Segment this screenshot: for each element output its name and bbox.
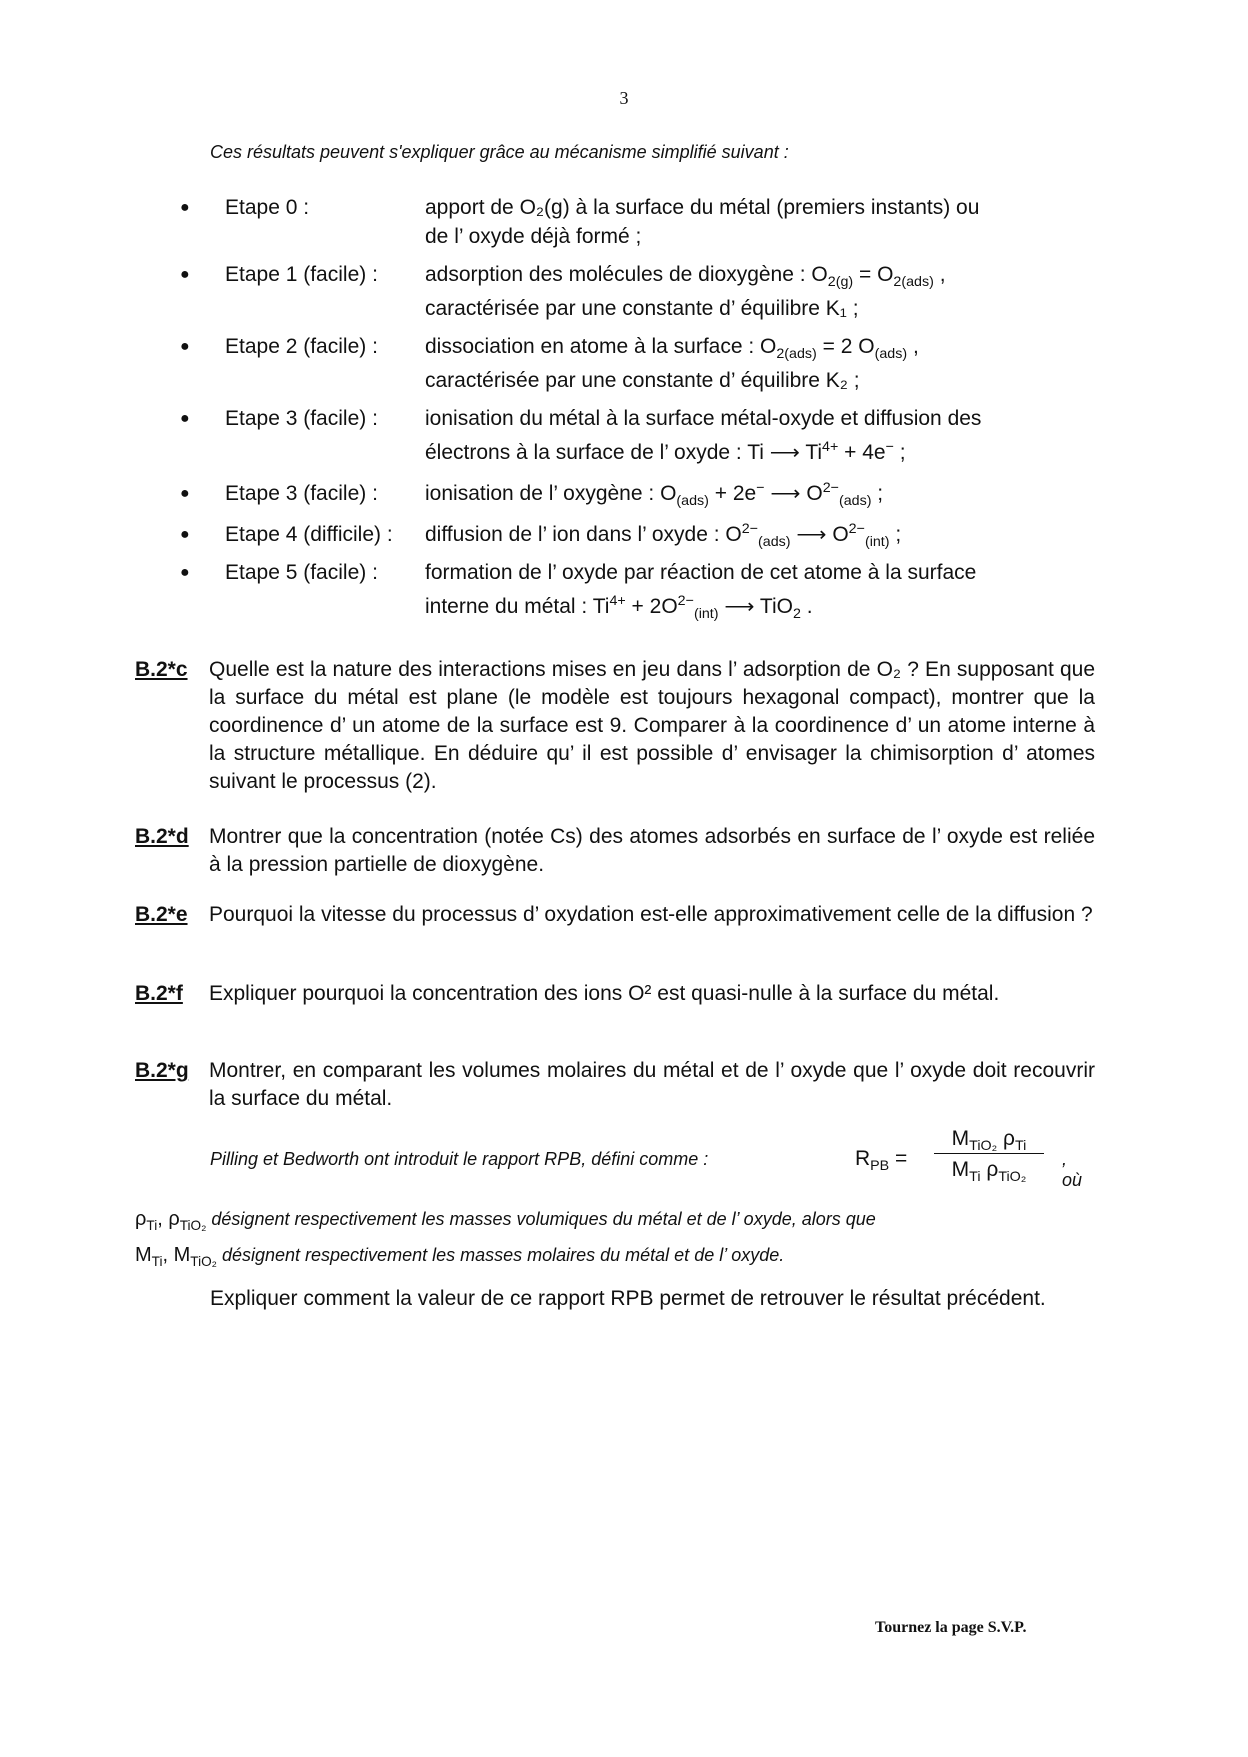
definition-text: désignent respectivement les masses molaires du métal et de l’ oxyde.	[221, 1245, 785, 1265]
pb-intro: Pilling et Bedworth ont introduit le rapport RPB, défini comme :	[210, 1149, 709, 1169]
m-symbols: $M_{Ti}$, $M_{TiO_2}$	[135, 1244, 217, 1269]
step-name: Etape 2 (facile) :	[225, 335, 378, 358]
list-item	[180, 260, 1080, 323]
bullet-icon: ●	[180, 266, 190, 283]
page-number: 3	[619, 88, 629, 108]
bullet-icon: ●	[180, 338, 190, 355]
list-item	[180, 193, 1080, 251]
intro-text: Ces résultats peuvent s'expliquer grâce au mécanisme simplifié suivant :	[210, 142, 789, 162]
arrow-icon: ⟶	[769, 441, 800, 464]
rho-symbols: $\rho_{Ti}$, $\rho_{TiO_2}$	[135, 1208, 207, 1233]
question-b2d	[135, 823, 1095, 879]
step-text: ionisation de l’ oxygène :	[425, 482, 655, 505]
question-text: Pourquoi la vitesse du processus d’ oxydation est-elle approximativement celle de la diffusion ?	[209, 903, 1093, 926]
arrow-icon: ⟶	[770, 482, 801, 505]
step-text: de l’ oxyde déjà formé ;	[425, 225, 642, 248]
question-b2g	[135, 1057, 1095, 1113]
footer-note: Tournez la page S.V.P.	[875, 1619, 1027, 1636]
rpb-fraction	[934, 1127, 1044, 1186]
step-name: Etape 1 (facile) :	[225, 263, 378, 286]
question-text: Quelle est la nature des interactions mises en jeu dans l’ adsorption de O₂ ? En supposant que la surface du métal est plane (le modèle est toujours hexagonal compact), montrer que la coordinence d’ un atome de la surface est 9. Comparer à la coordinence d’ un atome interne à la structure métallique. En déduire qu’ il est possible d’ envisager la chimisorption d’ atomes suivant le processus (2).	[209, 658, 1095, 793]
equation: Ti ⟶ $Ti^{4+} + 4e^-$ ;	[747, 441, 905, 464]
bullet-icon: ●	[180, 564, 190, 581]
pb-ou: , où	[1062, 1149, 1083, 1190]
equation: $O_{2(g)} = O_{2(ads)}$ ,	[811, 263, 946, 291]
equation: $O_{(ads)} + 2e^-$ ⟶ $O^{2-}_{(ads)}$ ;	[660, 480, 884, 510]
definition-rho	[135, 1208, 876, 1231]
bullet-icon: ●	[180, 199, 190, 216]
question-label: B.2*f	[135, 982, 183, 1005]
equation: $O^{2-}_{(ads)}$ ⟶ $O^{2-}_{(int)}$ ;	[725, 521, 902, 551]
question-text: Montrer que la concentration (notée Cs) des atomes adsorbés en surface de l’ oxyde est reliée à la pression partielle de dioxygène.	[209, 825, 1095, 876]
list-item	[180, 332, 1080, 395]
step-text: formation de l’ oxyde par réaction de cet atome à la surface	[425, 561, 977, 584]
step-name: Etape 3 (facile) :	[225, 407, 378, 430]
question-b2c	[135, 656, 1095, 796]
arrow-icon: ⟶	[796, 523, 827, 546]
step-name: Etape 3 (facile) :	[225, 482, 378, 505]
step-text: interne du métal :	[425, 595, 588, 618]
pilling-bedworth-definition	[210, 1127, 1083, 1197]
question-b2e	[135, 901, 1095, 929]
step-text: adsorption des molécules de dioxygène :	[425, 263, 806, 286]
equation: $O_{2(ads)} = 2$ $O_{(ads)}$ ,	[760, 335, 919, 363]
step-text: électrons à la surface de l’ oxyde :	[425, 441, 742, 464]
bullet-icon: ●	[180, 410, 190, 427]
bullet-icon: ●	[180, 526, 190, 543]
question-label: B.2*c	[135, 658, 188, 681]
fraction-denominator: $M_{Ti}$ $\rho_{TiO_2}$	[951, 1158, 1027, 1186]
question-b2f	[135, 980, 1095, 1008]
question-text: Montrer, en comparant les volumes molaires du métal et de l’ oxyde que l’ oxyde doit recouvrir la surface du métal.	[209, 1059, 1095, 1110]
list-item	[180, 404, 1080, 467]
step-name: Etape 0 :	[225, 196, 310, 219]
step-name: Etape 5 (facile) :	[225, 561, 378, 584]
fraction-numerator: $M_{TiO_2}$ $\rho_{Ti}$	[934, 1127, 1044, 1154]
list-item	[180, 479, 1080, 508]
question-label: B.2*d	[135, 825, 189, 848]
list-item	[180, 558, 1080, 621]
step-text: dissociation en atome à la surface :	[425, 335, 755, 358]
step-text: apport de O₂(g) à la surface du métal (premiers instants) ou	[425, 196, 980, 219]
question-label: B.2*g	[135, 1059, 189, 1082]
bullet-icon: ●	[180, 485, 190, 502]
mechanism-steps	[180, 193, 1080, 621]
step-text: caractérisée par une constante d’ équilibre K₁ ;	[425, 297, 859, 320]
question-label: B.2*e	[135, 903, 188, 926]
equation: $Ti^{4+} + 2O^{2-}_{(int)}$ ⟶ TiO$_2$ .	[592, 593, 813, 623]
step-text: diffusion de l’ ion dans l’ oxyde :	[425, 523, 720, 546]
final-question: Expliquer comment la valeur de ce rapport RPB permet de retrouver le résultat précédent.	[210, 1287, 1046, 1310]
question-text: Expliquer pourquoi la concentration des ions O² est quasi-nulle à la surface du métal.	[209, 982, 1000, 1005]
step-name: Etape 4 (difficile) :	[225, 523, 393, 546]
list-item	[180, 520, 1080, 549]
step-text: ionisation du métal à la surface métal-oxyde et diffusion des	[425, 407, 982, 430]
step-text: caractérisée par une constante d’ équilibre K₂ ;	[425, 369, 860, 392]
definition-m	[135, 1244, 784, 1267]
rpb-symbol: $R_{PB}$ =	[855, 1147, 908, 1175]
definition-text: désignent respectivement les masses volumiques du métal et de l’ oxyde, alors que	[211, 1209, 876, 1229]
arrow-icon: ⟶	[724, 595, 755, 618]
